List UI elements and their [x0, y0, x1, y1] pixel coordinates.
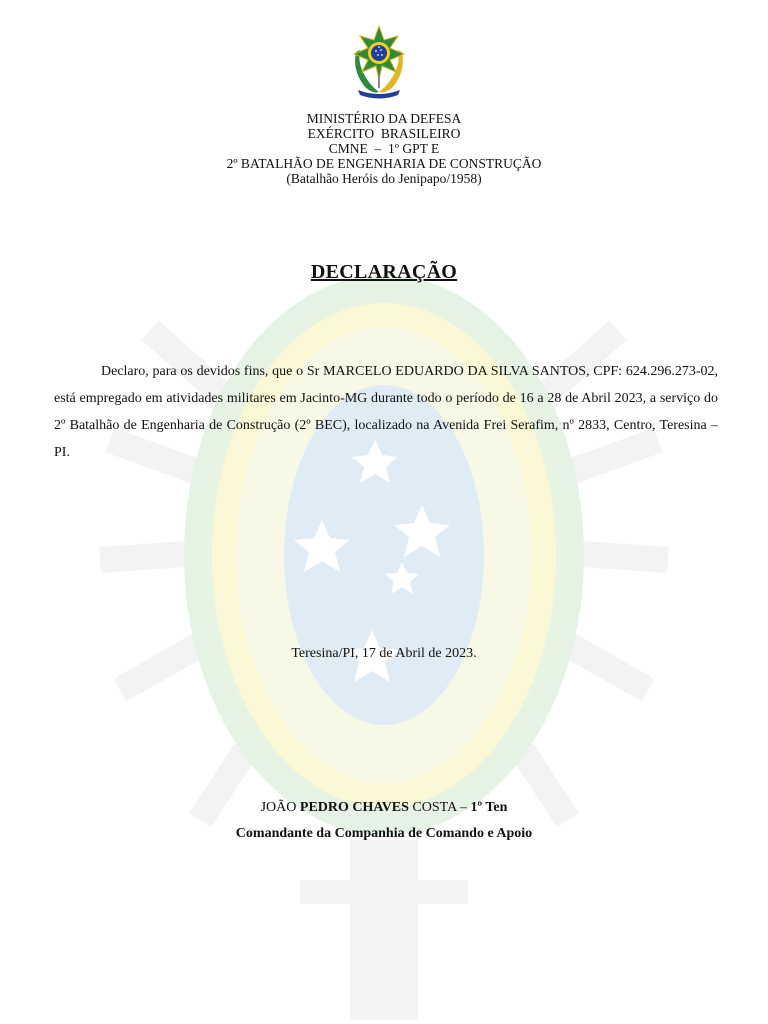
document-title: DECLARAÇÃO [310, 261, 458, 283]
brazil-coat-of-arms-icon [348, 22, 410, 100]
signatory-rank: 1º Ten [470, 800, 508, 815]
signatory-first-name: JOÃO [260, 800, 300, 815]
signatory-last-name: COSTA – [408, 800, 471, 815]
header-line-battalion: 2º BATALHÃO DE ENGENHARIA DE CONSTRUÇÃO [226, 156, 542, 171]
signatory-role: Comandante da Companhia de Comando e Apoio [235, 826, 533, 841]
signatory-middle-names: PEDRO CHAVES [299, 800, 409, 815]
header-line-battalion-nickname: (Batalhão Heróis do Jenipapo/1958) [286, 171, 482, 186]
header-line-command: CMNE – 1º GPT E [328, 141, 440, 156]
place-and-date: Teresina/PI, 17 de Abril de 2023. [291, 646, 477, 661]
letterhead [0, 111, 768, 186]
declaration-body: Declaro, para os devidos fins, que o Sr MARCELO EDUARDO DA SILVA SANTOS, CPF: 624.296.273-02, está empregado em atividades militares em Jacinto-MG durante todo o período de 16 a 28 de Abril 2023, a serviço do 2º Batalhão de Engenharia de Construção (2º BEC), localizado na Avenida Frei Serafim, nº 2833, Centro, Teresina – PI. [54, 364, 718, 460]
signatory-name [0, 800, 768, 816]
header-line-ministry: MINISTÉRIO DA DEFESA [306, 111, 462, 126]
header-line-army: EXÉRCITO BRASILEIRO [307, 126, 461, 141]
